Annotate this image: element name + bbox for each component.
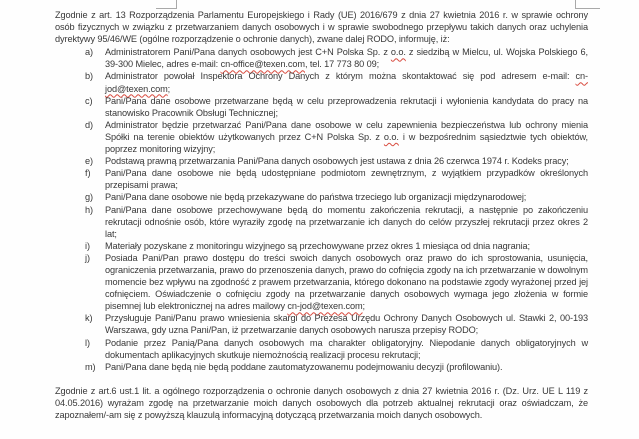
list-item bbox=[55, 46, 588, 70]
text-run: Pani/Pana dane osobowe przechowywane będą do momentu zakończenia rekrutacji, a następnie po zakończeniu rekrutacji odnośnie osób, które wyraziły zgodę na przetwarzanie ich danych do celów przyszłej rekrutacji przez okres 2 lat; bbox=[105, 204, 588, 239]
text-run: ; bbox=[167, 83, 171, 94]
text-run: Podstawą prawną przetwarzania Pani/Pana danych osobowych jest ustawa z dnia 26 czerwca 1974 r. Kodeks pracy; bbox=[105, 156, 569, 167]
list-item bbox=[55, 70, 588, 94]
misspelled-text: cn-jod@texen.com bbox=[105, 71, 588, 94]
list-item-text bbox=[105, 47, 588, 69]
list-item-text bbox=[105, 192, 526, 202]
list-item bbox=[55, 240, 588, 252]
list-item-text bbox=[105, 96, 588, 118]
list-item-text bbox=[105, 205, 588, 239]
text-run: Materiały pozyskane z monitoringu wizyjnego są przechowywane przez okres 1 miesiąca od dnia nagrania; bbox=[105, 240, 530, 251]
list-item-text bbox=[105, 168, 588, 190]
list-item-text bbox=[105, 71, 588, 93]
list-item-text bbox=[105, 120, 588, 154]
list-item-text bbox=[105, 253, 588, 311]
text-run: Administrator będzie przetwarzać Pani/Pana dane osobowe w celu zapewnienia bezpieczeństwa lub ochrony mienia Spółki na terenie obiektów użytkowanych przez C+N Polska Sp. z bbox=[105, 119, 588, 142]
list-item-text bbox=[105, 362, 502, 372]
text-run: Przysługuje Pani/Panu prawo wniesienia skargi do Prezesa Urzędu Ochrony Danych Osobowych ul. Stawki 2, 00-193 Warszawa, gdy uzna Pani/Pan, iż przetwarzanie danych osobowych narusza przepisy RODO; bbox=[105, 313, 588, 336]
text-run: Pani/Pana dane osobowe przetwarzane będą w celu przeprowadzenia rekrutacji i wyłonienia kandydata do pracy na stanowisko Pracownik Obsługi Technicznej; bbox=[105, 95, 588, 118]
intro-paragraph: Zgodnie z art. 13 Rozporządzenia Parlamentu Europejskiego i Rady (UE) 2016/679 z dnia 27 kwietnia 2016 r. w sprawie ochrony osób fizycznych w związku z przetwarzaniem danych osobowych i w sprawie swobodnego przepływu takich danych oraz uchylenia dyrektywy 95/46/WE (ogólne rozporządzenie o ochronie danych), zwane dalej RODO, informuję, iż: bbox=[55, 10, 588, 45]
misspelled-text: cn-jod@texen.com bbox=[287, 301, 363, 312]
list-item-letter: e) bbox=[85, 156, 93, 167]
text-run: Pani/Pana dane osobowe nie będą przekazywane do państwa trzeciego lub organizacji międzynarodowej; bbox=[105, 192, 527, 203]
list-item bbox=[55, 155, 588, 167]
list-item-letter: l) bbox=[85, 337, 90, 348]
list-item-letter: k) bbox=[85, 313, 93, 324]
text-run: Administrator powołał Inspektora Ochrony Danych z którym można skontaktować się pod adresem e-mail: bbox=[105, 71, 576, 82]
text-run: z siedzibą w Mielcu, ul. Wojska Polskiego 6, 39-300 Mielec, adres e-mail: bbox=[105, 47, 588, 70]
text-run: ; bbox=[362, 301, 365, 312]
list-item-letter: i) bbox=[85, 240, 90, 251]
list-item-text bbox=[105, 313, 588, 335]
list-item-letter: j) bbox=[85, 252, 90, 263]
misspelled-text: o.o. bbox=[390, 47, 406, 58]
list-item-letter: m) bbox=[85, 361, 96, 372]
list-item bbox=[55, 95, 588, 119]
list-item-letter: c) bbox=[85, 95, 93, 106]
list-item bbox=[55, 167, 588, 191]
text-boundary-crop-mark-left bbox=[156, 0, 177, 9]
consent-paragraph: Zgodnie z art.6 ust.1 lit. a ogólnego rozporządzenia o ochronie danych osobowych z dnia 27 kwietnia 2016 r. (Dz. Urz. UE L 119 z 04.05.2016) wyrażam zgodę na przetwarzanie moich danych osobowych dla potrzeb aktualnej rekrutacji oraz oświadczam, że zapoznałem/-am się z powyższą klauzulą informacyjną dotyczącą przetwarzania moich danych osobowych. bbox=[55, 385, 588, 420]
list-item bbox=[55, 337, 588, 361]
list-item bbox=[55, 361, 588, 373]
list-item bbox=[55, 312, 588, 336]
list-item bbox=[55, 204, 588, 240]
text-run: Pani/Pana dane będą nie będą poddane zautomatyzowanemu podejmowaniu decyzji (profilowaniu). bbox=[105, 361, 503, 372]
document-content bbox=[55, 9, 588, 421]
list-item-letter: d) bbox=[85, 119, 93, 130]
list-item-letter: a) bbox=[85, 47, 93, 58]
list-item-text bbox=[105, 241, 530, 251]
list-item bbox=[55, 119, 588, 155]
list-item-letter: f) bbox=[85, 168, 91, 179]
misspelled-text: o.o. bbox=[383, 131, 399, 142]
text-run: i w bezpośrednim sąsiedztwie tych obiektów, poprzez monitoring wizyjny; bbox=[105, 131, 588, 155]
misspelled-text: cn-office@texen.com bbox=[220, 59, 305, 70]
list-item-text bbox=[105, 156, 569, 166]
list-item bbox=[55, 252, 588, 312]
text-run: Podanie przez Panią/Pana danych osobowych ma charakter obligatoryjny. Niepodanie danych obligatoryjnych w dokumentach aplikacyjnych skutkuje niemożnością realizacji procesu rekrutacji; bbox=[105, 337, 588, 360]
list-item-text bbox=[105, 338, 588, 360]
rodo-list bbox=[55, 46, 588, 373]
text-run: , tel. 17 773 80 09; bbox=[304, 59, 380, 70]
list-item-letter: h) bbox=[85, 204, 93, 215]
text-run: Posiada Pani/Pan prawo dostępu do treści swoich danych osobowych oraz prawo do ich sprostowania, usunięcia, ograniczenia przetwarzania, prawo do przenoszenia danych, prawo do cofnięcia zgody na ich przetwarzanie w dowolnym momencie bez wpływu na zgodność z prawem przetwarzania, którego dokonano na podstawie zgody wyrażonej przed jej cofnięciem. Oświadczenie o cofnięciu zgody na przetwarzanie danych osobowych wymaga jego złożenia w formie pisemnej lub elektronicznej na adres mailowy bbox=[105, 252, 588, 312]
text-boundary-crop-mark-right bbox=[575, 0, 600, 9]
text-run: Administratorem Pani/Pana danych osobowych jest C+N Polska Sp. z bbox=[105, 47, 391, 58]
list-item-letter: b) bbox=[85, 71, 93, 82]
list-item-letter: g) bbox=[85, 192, 93, 203]
list-item bbox=[55, 191, 588, 203]
text-run: Pani/Pana dane osobowe nie będą udostępniane podmiotom zewnętrznym, z wyjątkiem przypadków określonych przepisami prawa; bbox=[105, 168, 588, 191]
